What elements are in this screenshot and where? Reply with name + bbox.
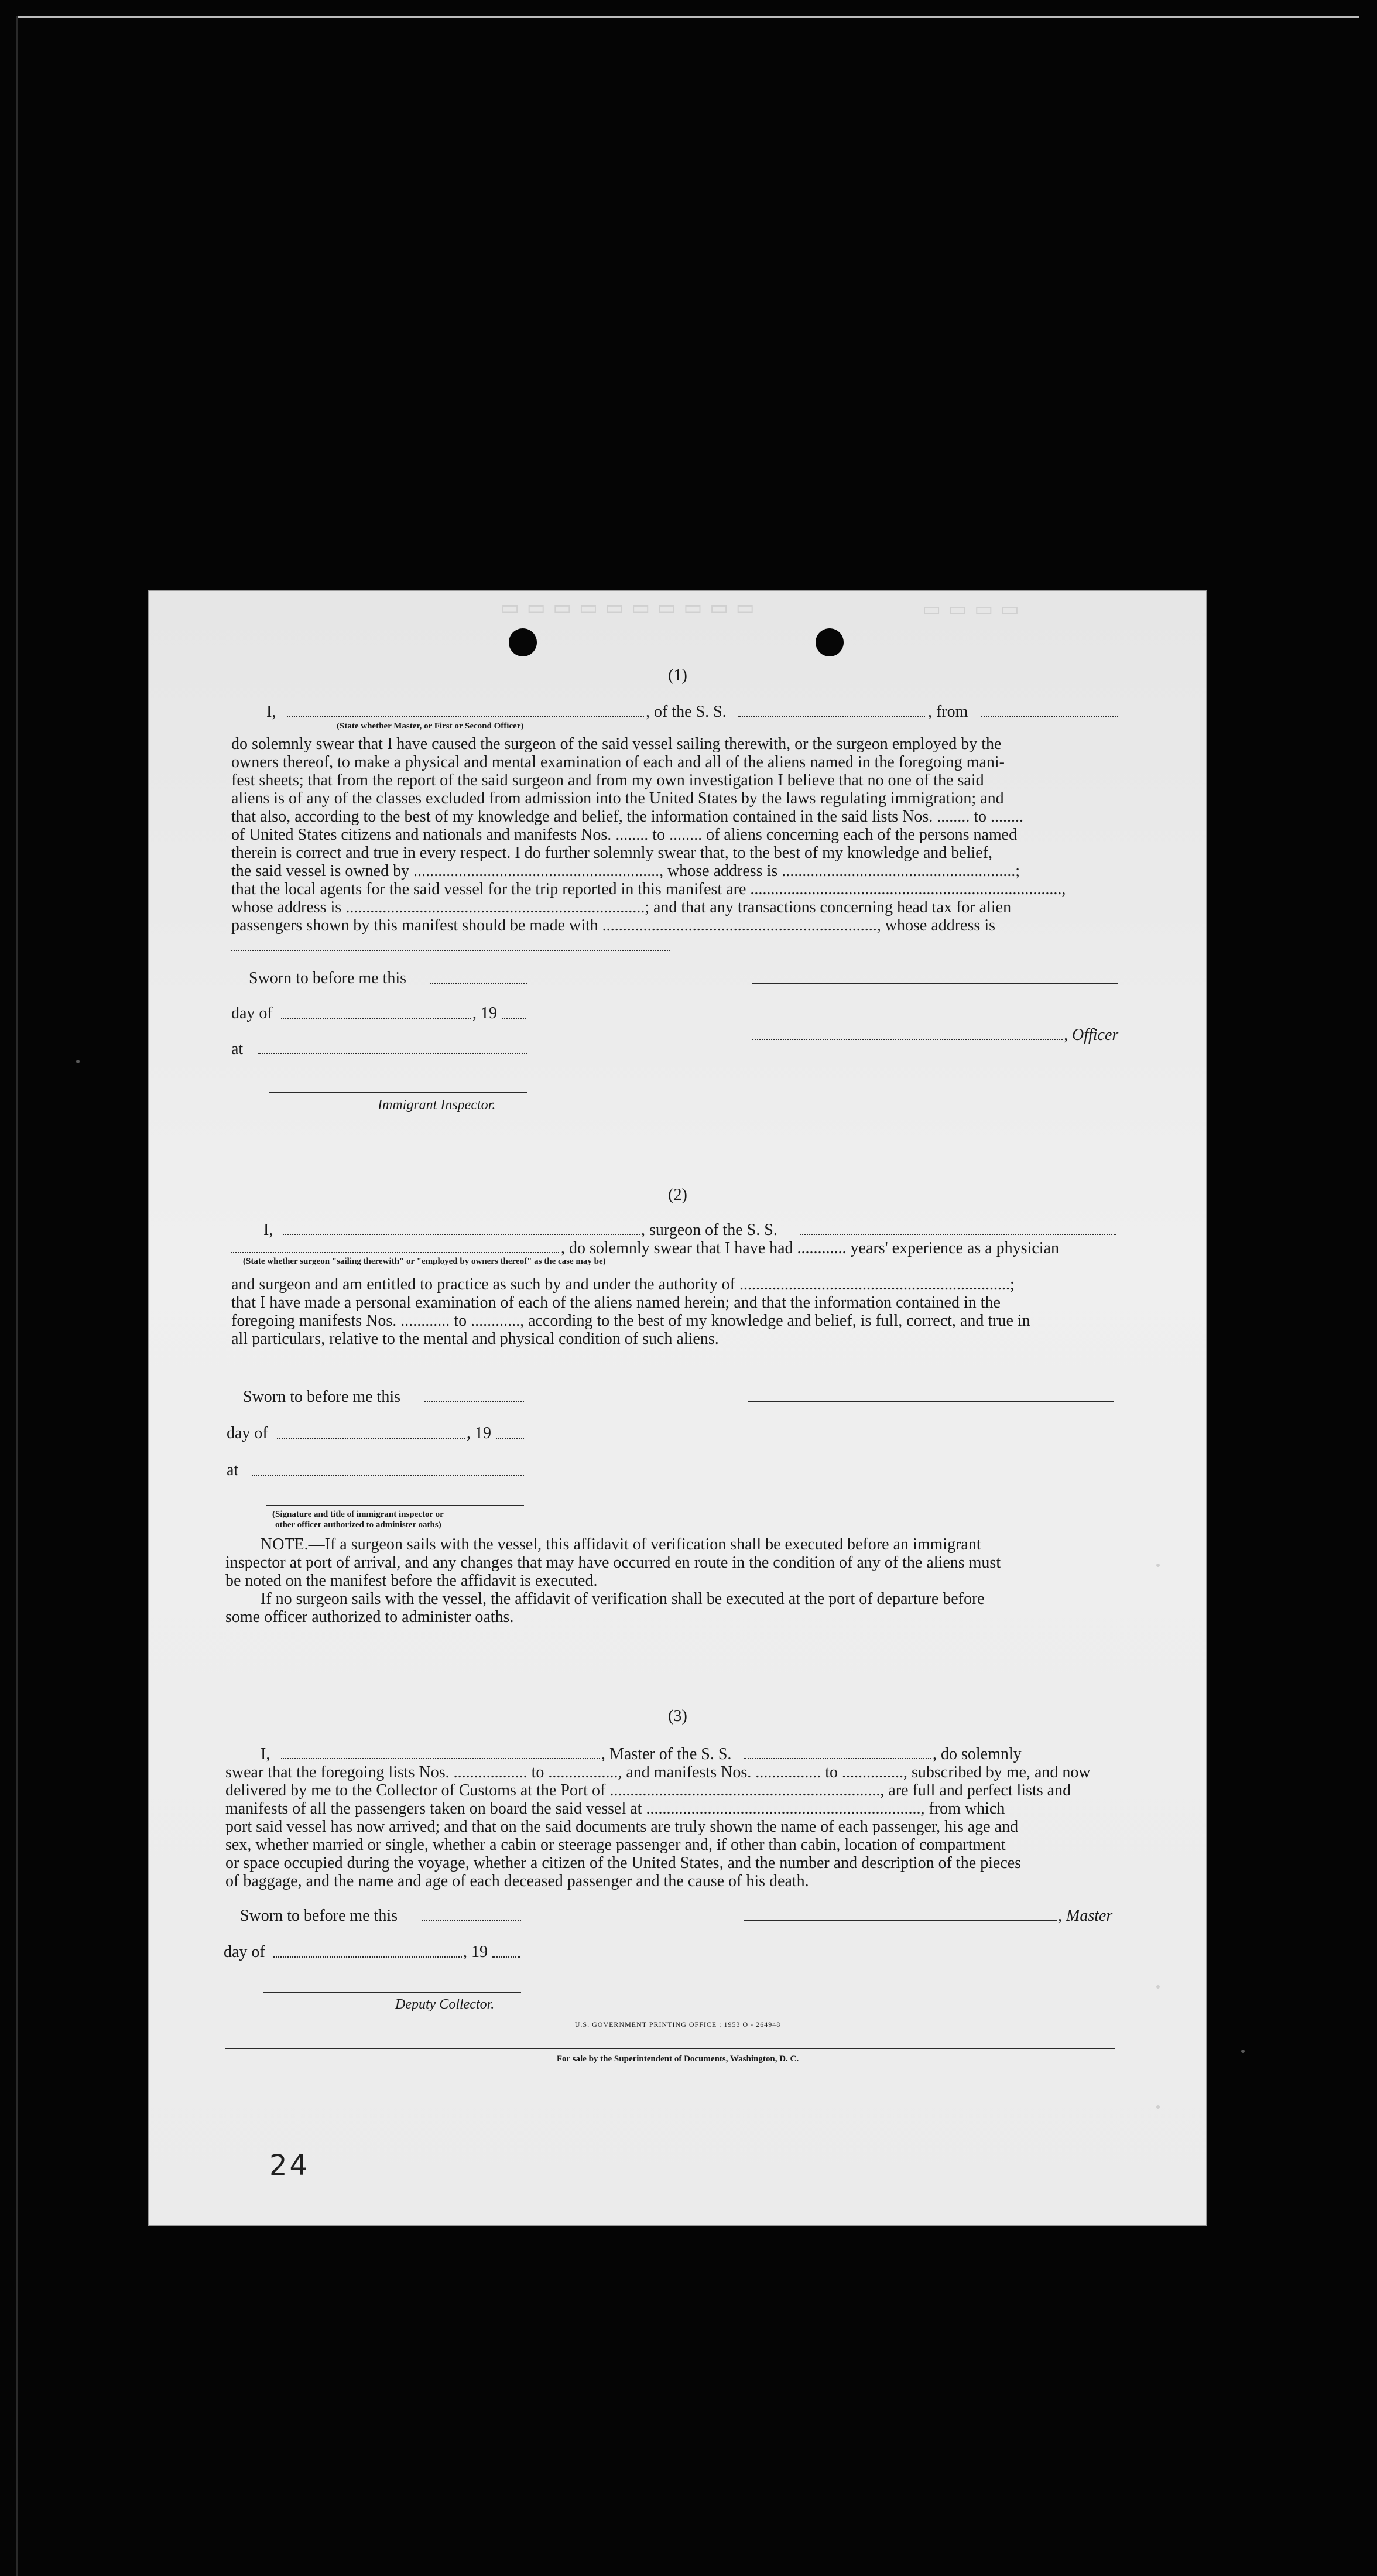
sec2-swear-line: , do solemnly swear that I have had ............ years' experience as a physician (561, 1239, 1059, 1257)
sec1-inspector-signature-line[interactable] (269, 1092, 527, 1093)
sec1-body-line-4: aliens is of any of the classes excluded from admission into the United States by the laws regulating immigration; and (231, 789, 1004, 808)
footer-rule (225, 2048, 1115, 2049)
sec1-officer-label: , Officer (1064, 1026, 1119, 1044)
sec2-nineteen-label: , 19 (467, 1424, 491, 1442)
section-2-number: (2) (668, 1186, 687, 1204)
sec2-body-line-1: and surgeon and am entitled to practice as such by and under the authority of ..................................................................; (231, 1275, 1015, 1294)
sec2-ship-field[interactable] (800, 1234, 1116, 1235)
sec1-nineteen-label: , 19 (472, 1004, 497, 1022)
sec2-body-line-4: all particulars, relative to the mental and physical condition of such aliens. (231, 1330, 719, 1348)
sec3-day-field[interactable] (273, 1956, 462, 1958)
sec3-name-field[interactable] (281, 1758, 600, 1759)
sec3-body-line-4: port said vessel has now arrived; and that on the said documents are truly shown the name of each passenger, his age and (225, 1818, 1019, 1836)
sec2-official-signature-line[interactable] (266, 1505, 524, 1506)
sec3-body-line-2: delivered by me to the Collector of Customs at the Port of .................................................................., are full and perfect lists and (225, 1781, 1071, 1800)
handwritten-page-number: 24 (269, 2149, 310, 2182)
sec2-note-label: NOTE. (261, 1535, 309, 1554)
sec1-body-line-10: whose address is .........................................................................; and that any transactions concerning head tax for alien (231, 898, 1012, 916)
sec1-officer-name-field[interactable] (752, 1039, 1063, 1040)
sec1-day-field[interactable] (281, 1018, 471, 1019)
scan-speck (1156, 1564, 1160, 1567)
sec3-body-line-1: swear that the foregoing lists Nos. .................. to ................., and manifests Nos. ................ to ..............., subscribed by me, and now (225, 1763, 1091, 1781)
sec1-at-label: at (231, 1040, 244, 1058)
bleed-through-stamp: ▭ ▭ ▭ ▭ ▭ ▭ ▭ ▭ ▭ ▭ (501, 597, 756, 619)
sec1-agent-address-field[interactable] (231, 950, 670, 951)
gpo-imprint: U.S. GOVERNMENT PRINTING OFFICE : 1953 O - 264948 (574, 2020, 781, 2028)
sec3-nineteen-label: , 19 (463, 1943, 488, 1961)
scan-border-left (16, 16, 18, 2576)
sec1-officer-signature-line[interactable] (752, 983, 1118, 984)
sec1-state-note: (State whether Master, or First or Second Officer) (337, 721, 524, 731)
sec1-at-field[interactable] (258, 1053, 527, 1054)
sec2-note-line-3: be noted on the manifest before the affidavit is executed. (225, 1572, 598, 1590)
scan-border-top (18, 16, 1359, 18)
punch-hole-left (509, 628, 537, 656)
sec2-sig-note-1: (Signature and title of immigrant inspector or (272, 1510, 444, 1519)
sec1-body-line-6: of United States citizens and nationals and manifests Nos. ........ to ........ of aliens concerning each of the persons named (231, 826, 1018, 844)
sec2-body-line-2: that I have made a personal examination of each of the aliens named herein; and that the information contained in the (231, 1294, 1001, 1312)
sec3-master-label: , Master (1058, 1907, 1113, 1925)
scan-speck (1241, 2050, 1245, 2053)
punch-hole-right (816, 628, 844, 656)
sec1-sworn-label: Sworn to before me this (249, 969, 407, 987)
sec1-day-of-label: day of (231, 1004, 273, 1022)
sec2-sworn-field[interactable] (424, 1401, 524, 1402)
bleed-through-mark: ▭ ▭ ▭ ▭ (922, 598, 1020, 620)
sec2-i-label: I, (263, 1221, 273, 1239)
sec3-sworn-field[interactable] (422, 1920, 521, 1921)
sec1-inspector-label: Immigrant Inspector. (378, 1097, 496, 1113)
sec2-note-line-2: inspector at port of arrival, and any changes that may have occurred en route in the condition of any of the aliens must (225, 1554, 1001, 1572)
sec3-ship-field[interactable] (744, 1758, 931, 1759)
scan-speck (1156, 2105, 1160, 2109)
sec3-master-of-label: , Master of the S. S. (601, 1745, 732, 1763)
sec1-body-line-9: that the local agents for the said vessel for the trip reported in this manifest are ............................................................................, (231, 880, 1066, 898)
sec1-from-label: , from (928, 703, 968, 721)
sec3-body-line-6: or space occupied during the voyage, whether a citizen of the United States, and the number and description of the pieces (225, 1854, 1022, 1872)
for-sale-note: For sale by the Superintendent of Documents, Washington, D. C. (556, 2054, 799, 2064)
sec1-name-field[interactable] (287, 716, 644, 717)
sec2-sig-note-2: other officer authorized to administer oaths) (275, 1520, 441, 1530)
sec1-body-line-3: fest sheets; that from the report of the said surgeon and from my own investigation I believe that no one of the said (231, 771, 984, 789)
sec1-body-line-1: do solemnly swear that I have caused the surgeon of the said vessel sailing therewith, or the surgeon employed by the (231, 735, 1002, 753)
sec2-status-field[interactable] (231, 1252, 559, 1253)
section-1-number: (1) (668, 666, 687, 685)
sec2-note2-line-2: some officer authorized to administer oaths. (225, 1608, 514, 1626)
sec1-body-line-2: owners thereof, to make a physical and mental examination of each and all of the aliens named in the foregoing mani- (231, 753, 1005, 771)
sec2-note-text-1: —If a surgeon sails with the vessel, this affidavit of verification shall be executed before an immigrant (308, 1535, 981, 1554)
sec2-day-field[interactable] (277, 1438, 465, 1439)
sec3-sworn-label: Sworn to before me this (240, 1907, 398, 1925)
sec1-body-line-7: therein is correct and true in every respect. I do further solemnly swear that, to the best of my knowledge and belief, (231, 844, 992, 862)
sec3-body-line-7: of baggage, and the name and age of each deceased passenger and the cause of his death. (225, 1872, 809, 1890)
sec1-from-field[interactable] (981, 716, 1118, 717)
sec3-year-field[interactable] (492, 1956, 520, 1958)
sec1-i-label: I, (266, 703, 276, 721)
sec3-deputy-label: Deputy Collector. (395, 1997, 495, 2012)
sec1-of-ss-label: , of the S. S. (646, 703, 727, 721)
form-page (149, 591, 1206, 2225)
sec2-body-line-3: foregoing manifests Nos. ............ to ............, according to the best of my knowledge and belief, is full, correct, and true in (231, 1312, 1030, 1330)
sec3-do-solemnly-label: , do solemnly (933, 1745, 1022, 1763)
sec2-sworn-label: Sworn to before me this (243, 1388, 401, 1406)
sec2-year-field[interactable] (496, 1438, 524, 1439)
sec2-day-of-label: day of (227, 1424, 268, 1442)
sec3-body-line-3: manifests of all the passengers taken on board the said vessel at ..................................................................., from which (225, 1800, 1005, 1818)
sec1-body-line-5: that also, according to the best of my knowledge and belief, the information contained in the said lists Nos. ........ to ........ (231, 808, 1024, 826)
sec3-body-line-5: sex, whether married or single, whether a cabin or steerage passenger and, if other than cabin, location of compartment (225, 1836, 1006, 1854)
sec2-name-field[interactable] (283, 1234, 640, 1235)
sec1-sworn-field[interactable] (430, 983, 527, 984)
sec3-deputy-signature-line[interactable] (263, 1992, 521, 1993)
sec3-master-signature-line[interactable] (744, 1920, 1057, 1921)
sec3-i-label: I, (261, 1745, 270, 1763)
sec2-at-label: at (227, 1461, 239, 1479)
sec2-at-field[interactable] (252, 1475, 524, 1476)
sec2-state-note: (State whether surgeon "sailing therewith" or "employed by owners thereof" as the case may be) (243, 1257, 606, 1266)
sec2-note2-line-1: If no surgeon sails with the vessel, the affidavit of verification shall be executed at the port of departure before (261, 1590, 985, 1608)
sec1-year-field[interactable] (502, 1018, 526, 1019)
sec2-surgeon-signature-line[interactable] (748, 1401, 1114, 1402)
sec1-ship-field[interactable] (738, 716, 925, 717)
sec1-body-line-11: passengers shown by this manifest should be made with ..................................................................., whose address is (231, 916, 995, 935)
scan-speck (76, 1060, 80, 1063)
sec3-day-of-label: day of (224, 1943, 265, 1961)
sec2-surgeon-of-label: , surgeon of the S. S. (641, 1221, 777, 1239)
scan-speck (1156, 1985, 1160, 1989)
sec1-body-line-8: the said vessel is owned by ............................................................, whose address is .........................................................; (231, 862, 1020, 880)
section-3-number: (3) (668, 1707, 687, 1725)
sec2-note-line-1 (261, 1535, 981, 1554)
